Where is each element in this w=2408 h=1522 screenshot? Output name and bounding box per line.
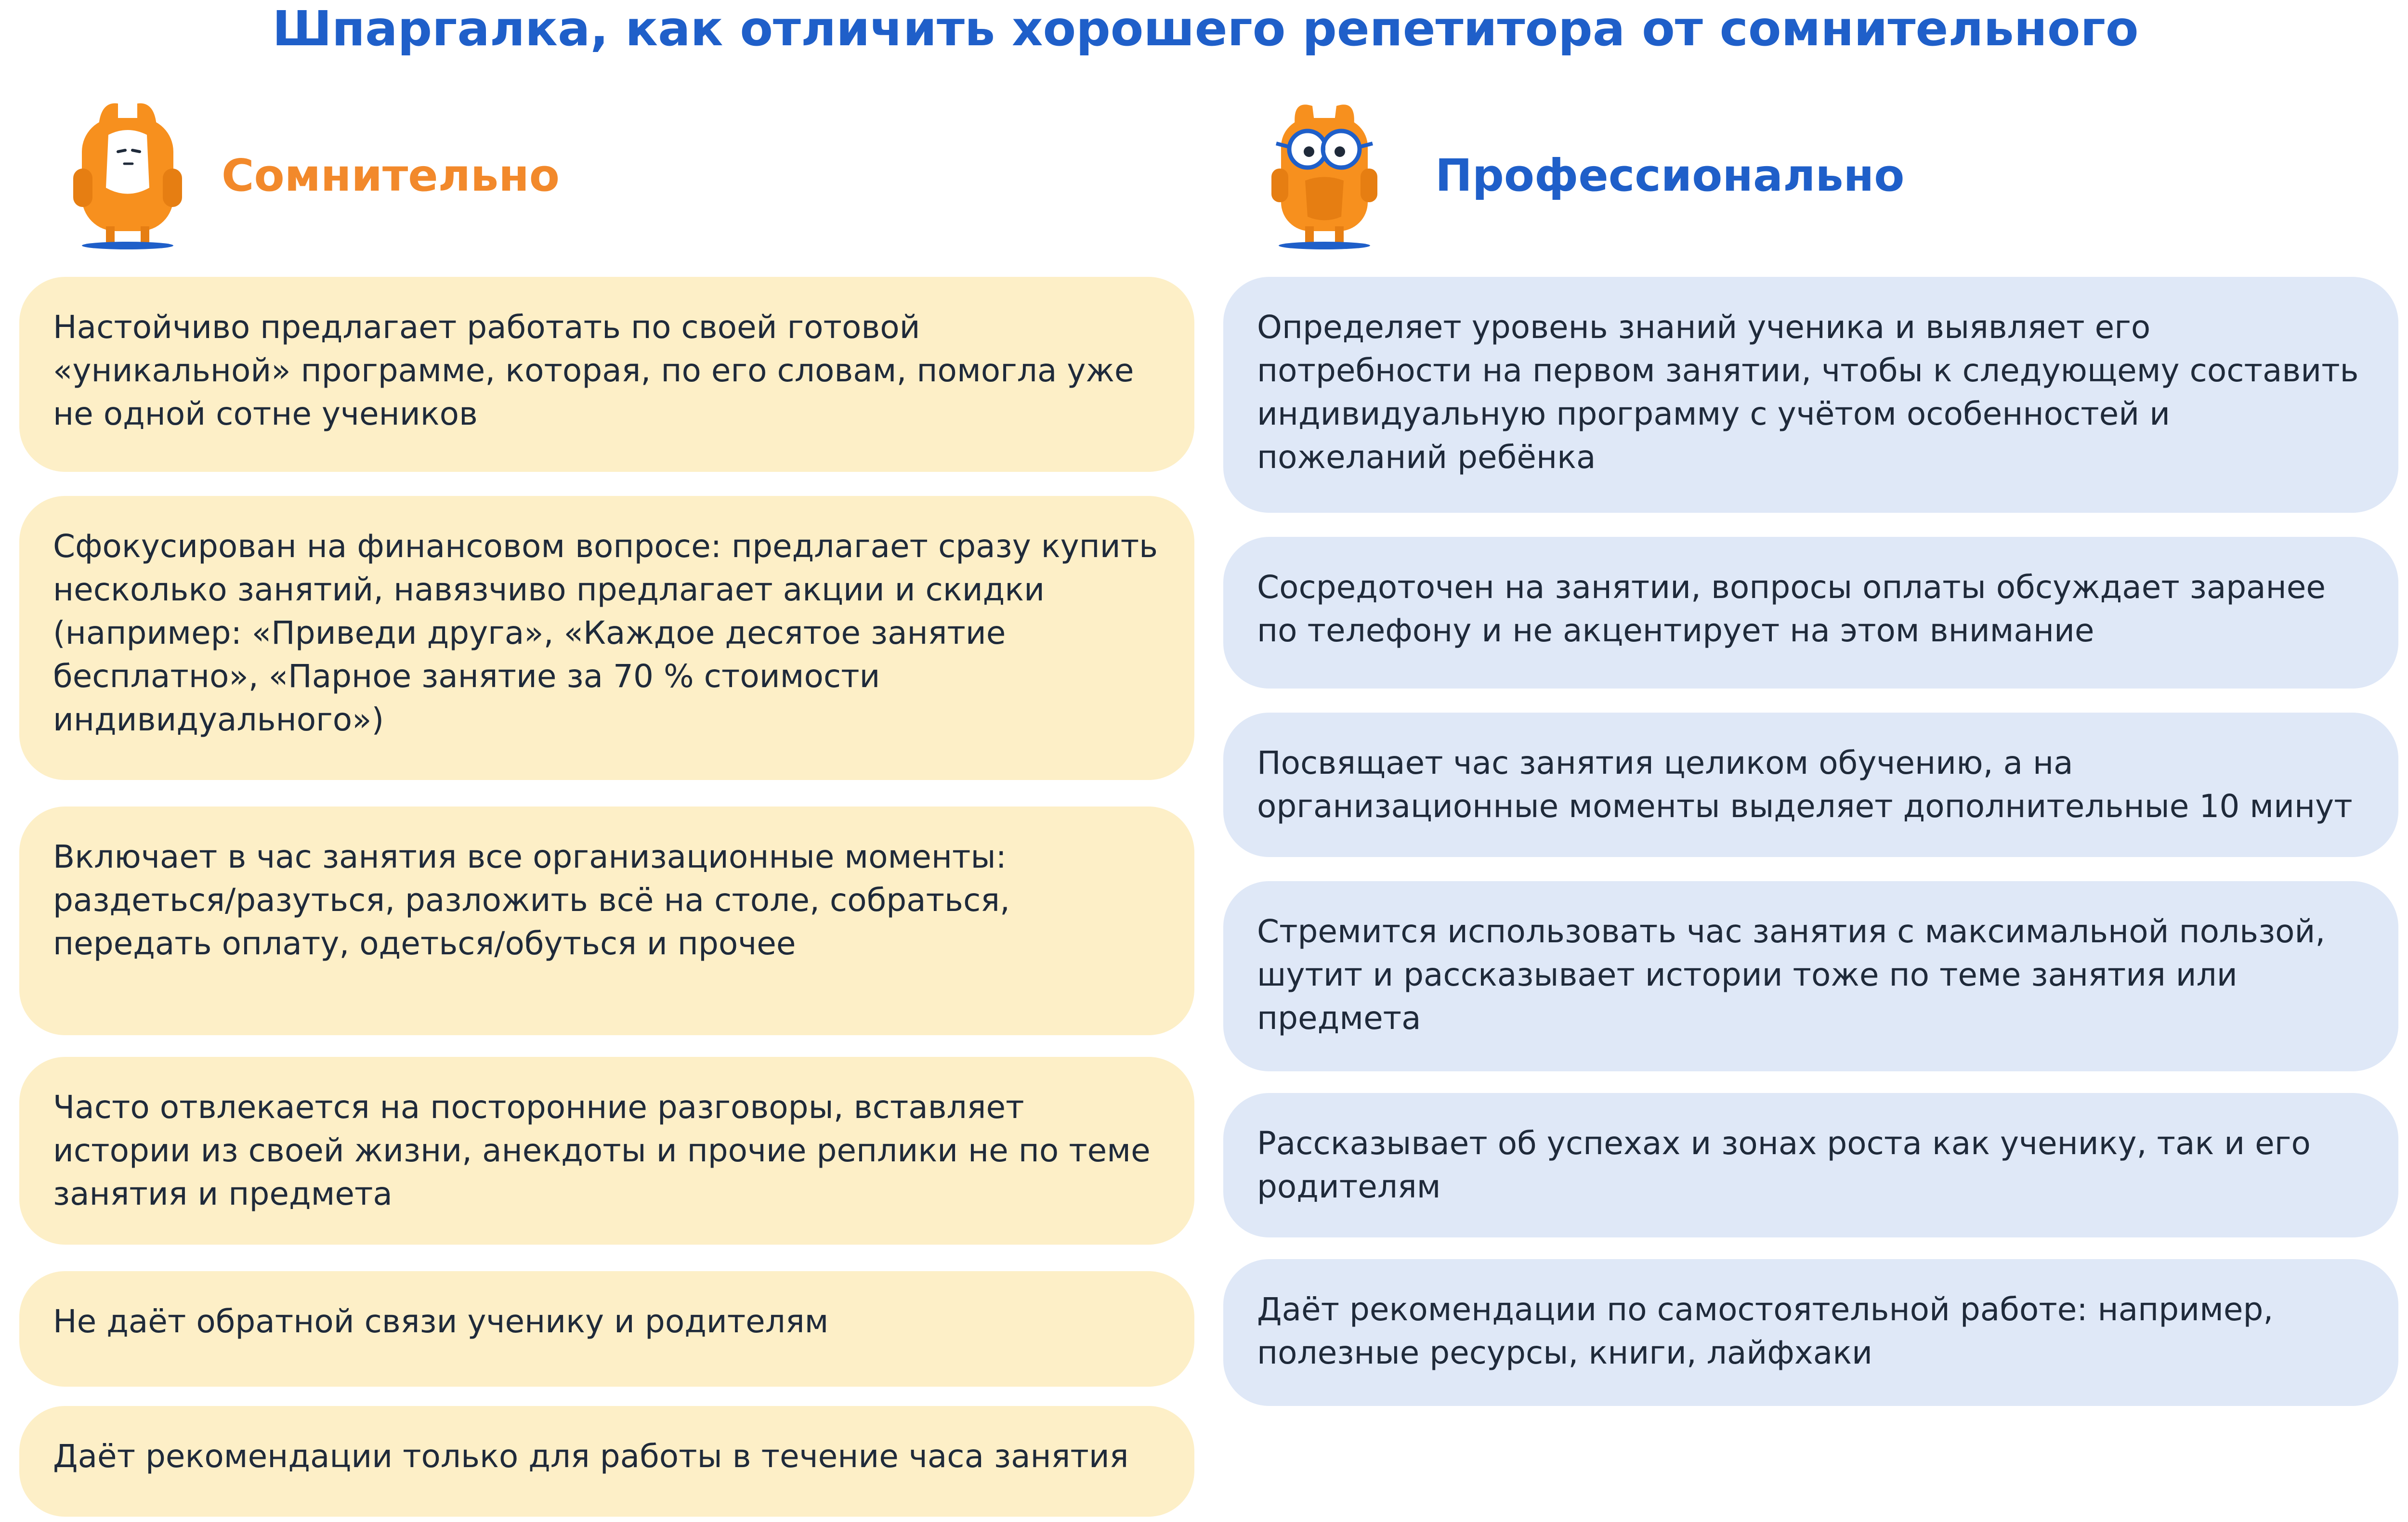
backpack-mascot-doubtful-icon	[72, 96, 183, 250]
doubtful-card-2: Сфокусирован на финансовом вопросе: предлагает сразу купить несколько занятий, навязчиво предлагает акции и скидки (например: «Приведи друга», «Каждое десятое занятие бесплатно», «Парное занятие за 70 % стоимости индивидуального»)	[19, 496, 1194, 780]
professional-card-3: Посвящает час занятия целиком обучению, а на организационные моменты выделяет дополнительные 10 минут	[1223, 713, 2398, 857]
doubtful-heading: Сомнительно	[222, 150, 560, 201]
professional-card-1: Определяет уровень знаний ученика и выявляет его потребности на первом занятии, чтобы к следующему составить индивидуальную программу с учётом особенностей и пожеланий ребёнка	[1223, 277, 2398, 513]
doubtful-card-6: Даёт рекомендации только для работы в течение часа занятия	[19, 1406, 1194, 1517]
professional-card-6: Даёт рекомендации по самостоятельной работе: например, полезные ресурсы, книги, лайфхаки	[1223, 1259, 2398, 1406]
professional-column	[1223, 96, 2398, 1371]
professional-card-2: Сосредоточен на занятии, вопросы оплаты обсуждает заранее по телефону и не акцентирует на этом внимание	[1223, 537, 2398, 689]
doubtful-card-3: Включает в час занятия все организационные моменты: раздеться/разуться, разложить всё на столе, собраться, передать оплату, одеться/обуться и прочее	[19, 807, 1194, 1035]
doubtful-card-4: Часто отвлекается на посторонние разговоры, вставляет истории из своей жизни, анекдоты и прочие реплики не по теме занятия и предмета	[19, 1057, 1194, 1245]
backpack-mascot-with-glasses-icon	[1267, 96, 1382, 250]
professional-card-4: Стремится использовать час занятия с максимальной пользой, шутит и рассказывает истории тоже по теме занятия или предмета	[1223, 881, 2398, 1071]
professional-card-5: Рассказывает об успехах и зонах роста как ученику, так и его родителям	[1223, 1093, 2398, 1237]
doubtful-card-1: Настойчиво предлагает работать по своей готовой «уникальной» программе, которая, по его словам, помогла уже не одной сотне учеников	[19, 277, 1194, 472]
professional-heading: Профессионально	[1435, 150, 1905, 201]
page-title: Шпаргалка, как отличить хорошего репетитора от сомнительного	[272, 0, 2139, 57]
doubtful-column	[19, 96, 1194, 1475]
doubtful-card-5: Не даёт обратной связи ученику и родителям	[19, 1271, 1194, 1387]
doubtful-header	[19, 96, 1194, 255]
professional-header	[1223, 96, 2398, 255]
